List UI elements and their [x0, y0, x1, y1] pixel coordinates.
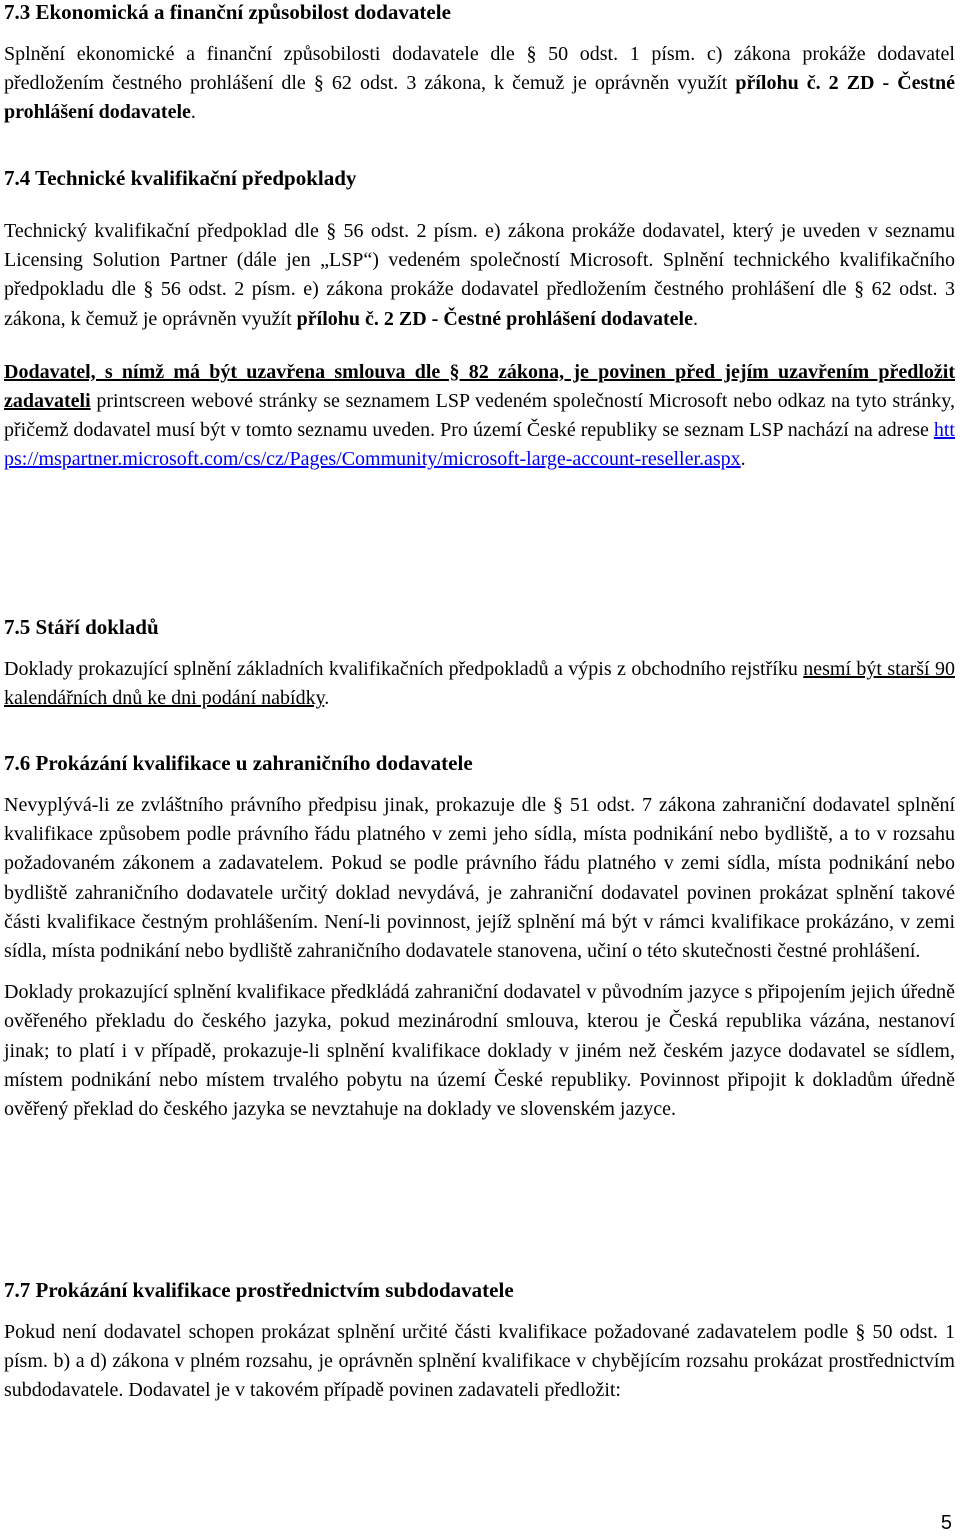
paragraph: Doklady prokazující splnění kvalifikace předkládá zahraniční dodavatel v původním jazyce s připojením jejich úředně ověřeného překladu do českého jazyka, pokud mezinárodní smlouva, kterou je Česká republika vázána, nestanoví jinak; to platí i v případě, prokazuje-li splnění kvalifikace doklady v jiném než českém jazyce dodavatel se sídlem, místem podnikání nebo místem trvalého pobytu na území České republiky. Povinnost připojit k dokladům úředně ověřený překlad do českého jazyka se nevztahuje na doklady ve slovenském jazyce.: [4, 981, 955, 1121]
section-heading: 7.3 Ekonomická a finanční způsobilost dodavatele: [4, 0, 451, 24]
section-heading: 7.4 Technické kvalifikační předpoklady: [4, 166, 357, 190]
paragraph: Technický kvalifikační předpoklad dle § 56 odst. 2 písm. e) zákona prokáže dodavatel, který je uveden v seznamu Licensing Solution Partner (dále jen „LSP“) vedeném společností Microsoft. Splnění technického kvalifikačního předpokladu dle § 56 odst. 2 písm. e) zákona prokáže dodavatel předložením čestného prohlášení dle § 62 odst. 3 zákona, k čemuž je oprávněn využít přílohu č. 2 ZD - Čestné prohlášení dodavatele.: [4, 220, 955, 330]
lsp-list-link[interactable]: https://mspartner.microsoft.com/cs/cz/Pages/Community/microsoft-large-account-reseller.aspx: [4, 419, 955, 471]
section-heading: 7.6 Prokázání kvalifikace u zahraničního dodavatele: [4, 751, 473, 775]
deadline-text: nesmí být starší 90 kalendářních dnů ke dni podání nabídky: [4, 658, 955, 710]
attachment-reference: přílohu č. 2 ZD - Čestné prohlášení dodavatele: [4, 72, 956, 124]
attachment-reference: přílohu č. 2 ZD - Čestné prohlášení dodavatele: [296, 307, 693, 330]
page-number: 5: [940, 1512, 952, 1534]
paragraph: Splnění ekonomické a finanční způsobilosti dodavatele dle § 50 odst. 1 písm. c) zákona prokáže dodavatel předložením čestného prohlášení dle § 62 odst. 3 zákona, k čemuž je oprávněn využít přílohu č. 2 ZD - Čestné prohlášení dodavatele.: [4, 43, 956, 124]
section-7-3: [4, 0, 955, 128]
paragraph: Dodavatel, s nímž má být uzavřena smlouva dle § 82 zákona, je povinen před jejím uzavřením předložit zadavateli printscreen webové stránky se seznamem LSP vedeném společností Microsoft nebo odkaz na tyto stránky, přičemž dodavatel musí být v tomto seznamu uveden. Pro území České republiky se seznam LSP nachází na adrese https://mspartner.microsoft.com/cs/cz/Pages/Community/microsoft-large-account-reseller.aspx.: [4, 360, 955, 471]
paragraph: Nevyplývá-li ze zvláštního právního předpisu jinak, prokazuje dle § 51 odst. 7 zákona zahraniční dodavatel splnění kvalifikace způsobem podle právního řádu platného v zemi jeho sídla, místa podnikání nebo bydliště, a to v rozsahu požadovaném zákonem a zadavatelem. Pokud se podle právního řádu platného v zemi sídla, místa podnikání nebo bydliště zahraničního dodavatele určitý doklad nevydává, je zahraniční dodavatel povinen prokázat splnění takové části kvalifikace čestným prohlášením. Není-li povinnost, jejíž splnění má být v rámci kvalifikace prokázáno, v zemi sídla, místa podnikání nebo bydliště zahraničního dodavatele stanovena, učiní o této skutečnosti čestné prohlášení.: [4, 794, 955, 963]
section-7-5: [4, 615, 955, 713]
paragraph: Pokud není dodavatel schopen prokázat splnění určité části kvalifikace požadované zadavatelem podle § 50 odst. 1 písm. b) a d) zákona v plném rozsahu, je oprávněn splnění kvalifikace v chybějícím rozsahu prokázat prostřednictvím subdodavatele. Dodavatel je v takovém případě povinen zadavateli předložit:: [4, 1321, 955, 1402]
section-heading: 7.5 Stáří dokladů: [4, 615, 159, 639]
paragraph: Doklady prokazující splnění základních kvalifikačních předpokladů a výpis z obchodního rejstříku nesmí být starší 90 kalendářních dnů ke dni podání nabídky.: [4, 658, 955, 710]
section-heading: 7.7 Prokázání kvalifikace prostřednictvím subdodavatele: [4, 1278, 514, 1302]
section-7-4: [4, 166, 955, 475]
obligation-text: Dodavatel, s nímž má být uzavřena smlouva dle § 82 zákona, je povinen před jejím uzavřením předložit zadavateli: [4, 360, 955, 413]
section-7-6: [4, 751, 955, 1124]
section-7-7: [4, 1278, 955, 1406]
